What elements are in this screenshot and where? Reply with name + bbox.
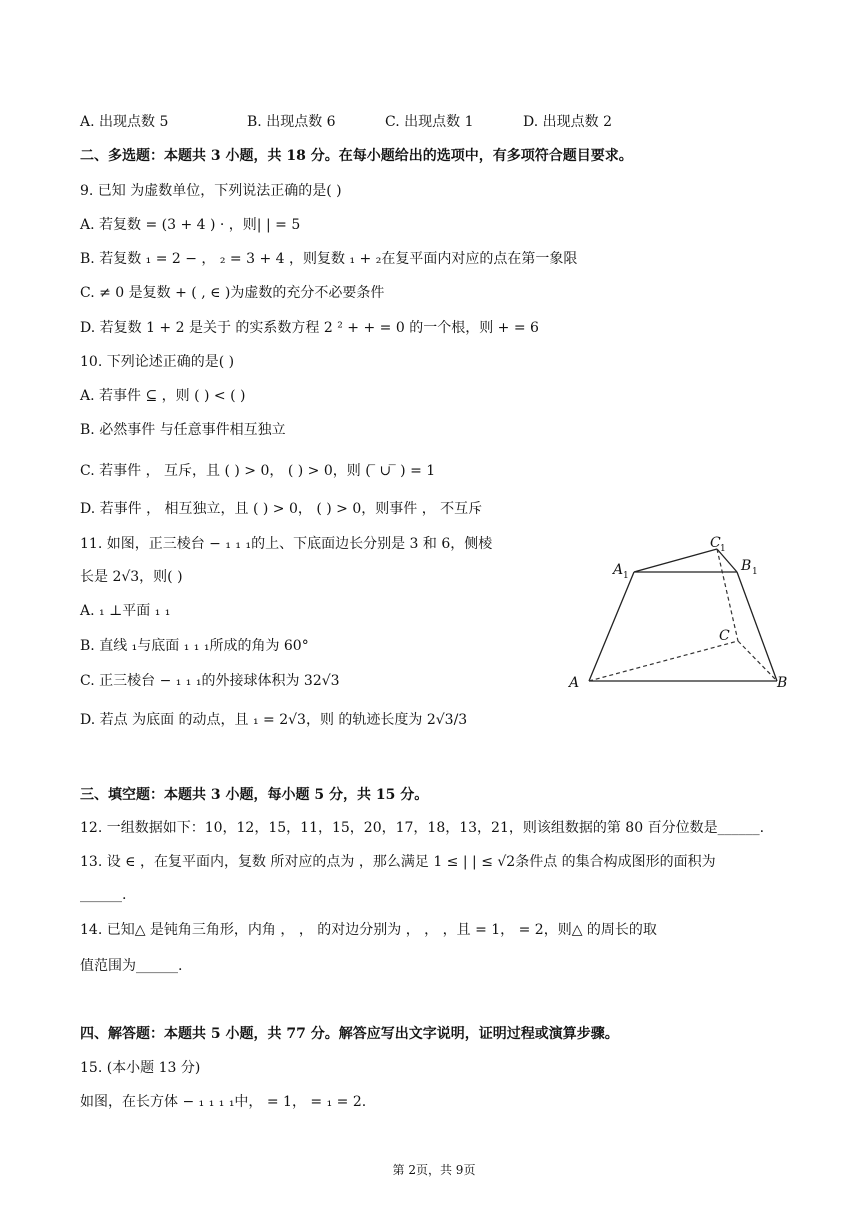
q11-stem-line1: 11. 如图，正三棱台 − ₁ ₁ ₁的上、下底面边长分别是 3 和 6，侧棱 <box>80 536 493 552</box>
q12: 12. 一组数据如下：10，12，15，11，15，20，17，18，13，21，则该组数据的第 80 百分位数是______. <box>80 820 765 836</box>
label-a1: A <box>613 562 624 578</box>
q11-option-c: C. 正三棱台 − ₁ ₁ ₁的外接球体积为 32√3 <box>80 673 340 689</box>
label-a: A <box>569 675 580 691</box>
frustum-figure <box>565 528 795 698</box>
q8-option-c: C. 出现点数 1 <box>385 114 474 130</box>
q8-option-b: B. 出现点数 6 <box>247 114 336 130</box>
label-a1-sub: 1 <box>623 571 629 581</box>
edge-aa1 <box>589 572 634 681</box>
q10-option-b: B. 必然事件 与任意事件相互独立 <box>80 422 286 438</box>
q9-option-a: A. 若复数 = (3 + 4 ) · ，则| | = 5 <box>80 217 301 233</box>
edge-a1c1 <box>634 549 717 572</box>
section2-header: 二、多选题：本题共 3 小题，共 18 分。在每小题给出的选项中，有多项符合题目要求。 <box>80 148 633 164</box>
q8-option-d: D. 出现点数 2 <box>523 114 612 130</box>
q13-line1: 13. 设 ∈ ，在复平面内，复数 所对应的点为 ，那么满足 1 ≤ | | ≤ √2条件点 的集合构成图形的面积为 <box>80 854 716 870</box>
q9-stem: 9. 已知 为虚数单位，下列说法正确的是( ) <box>80 183 342 199</box>
q9-option-d: D. 若复数 1 + 2 是关于 的实系数方程 2 ² + + = 0 的一个根，则 + = 6 <box>80 320 539 336</box>
q13-line2: ______. <box>80 887 127 903</box>
q15-title: 15. (本小题 13 分) <box>80 1060 201 1076</box>
q14-line1: 14. 已知△ 是钝角三角形，内角 ， ， 的对边分别为 ， ， ，且 = 1， = 2，则△ 的周长的取 <box>80 922 657 938</box>
q11-option-d: D. 若点 为底面 的动点，且 ₁ = 2√3，则 的轨迹长度为 2√3/3 <box>80 712 468 728</box>
q8-option-a: A. 出现点数 5 <box>80 114 169 130</box>
q10-option-c: C. 若事件 ， 互斥，且 ( ) > 0， ( ) > 0，则 ( ̅ ∪ ̅ ) = 1 <box>80 463 436 479</box>
edge-b1b <box>737 572 777 681</box>
q9-option-b: B. 若复数 ₁ = 2 − ， ₂ = 3 + 4 ，则复数 ₁ + ₂在复平面内对应的点在第一象限 <box>80 251 578 267</box>
q11-option-a: A. ₁ ⊥平面 ₁ ₁ <box>80 603 171 619</box>
section3-header: 三、填空题：本题共 3 小题，每小题 5 分，共 15 分。 <box>80 787 429 803</box>
q9-option-c: C. ≠ 0 是复数 + ( , ∈ )为虚数的充分不必要条件 <box>80 285 385 301</box>
section4-header: 四、解答题：本题共 5 小题，共 77 分。解答应写出文字说明，证明过程或演算步骤。 <box>80 1026 619 1042</box>
q10-stem: 10. 下列论述正确的是( ) <box>80 354 235 370</box>
label-c1: C <box>710 535 721 551</box>
q15-statement: 如图，在长方体 − ₁ ₁ ₁ ₁中， = 1， = ₁ = 2. <box>80 1094 367 1110</box>
q10-option-a: A. 若事件 ⊆ ，则 ( ) < ( ) <box>80 388 246 404</box>
q11-option-b: B. 直线 ₁与底面 ₁ ₁ ₁所成的角为 60° <box>80 638 309 654</box>
label-c: C <box>719 628 730 644</box>
label-c1-sub: 1 <box>720 544 726 554</box>
q10-option-d: D. 若事件 ， 相互独立，且 ( ) > 0， ( ) > 0，则事件 ， 不互斥 <box>80 501 483 517</box>
label-b: B <box>777 675 788 691</box>
q11-stem-line2: 长是 2√3，则( ) <box>80 569 183 585</box>
label-b1: B <box>741 558 752 574</box>
edge-cb <box>738 641 777 681</box>
edge-ac <box>589 641 738 681</box>
q14-line2: 值范围为______. <box>80 958 183 974</box>
label-b1-sub: 1 <box>752 567 758 577</box>
page-footer: 第 2页，共 9页 <box>392 1163 476 1177</box>
